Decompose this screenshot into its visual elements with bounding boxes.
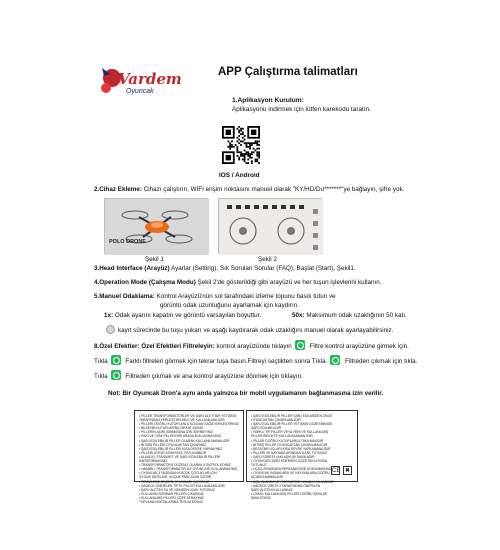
tap2-prefix: Tıkla [94,373,108,380]
warning-line: • OYUNCAĞI ŞARJ EDERKEN GÖZETİM ALTINDA [251,459,328,464]
step4-paragraph [94,279,381,287]
figure-2-caption: Şekil 2 [258,256,277,263]
warning-line: KARIŞTIRMAYINIZ [139,459,168,464]
filter-switch-icon[interactable] [111,355,121,365]
recycle-bin-icon: ✖ [344,468,351,474]
step8-text-after: Filtre kontrol arayüzüne girmek için. [307,343,409,350]
step3-label: 3.Head Interface (Arayüz) [94,265,170,272]
warning-line: ŞARJ ALETİNİ KULLANINIZ [251,487,293,492]
warning-line: • ŞARJ EDİLEBİLİR PİLLER OLARAK KULLANILMAMALIDIR [139,438,230,443]
zoom-50x-text: Maksimum odak uzaklığının 50 katı. [304,312,407,319]
warning-line: • ŞARJ EDİLEBİLİR PİLLER ŞARJ EDİLMEDEN ÖNCE [251,414,333,418]
warning-line: • PİLLERİN AŞIRI ISINMASINA İZİN VERMEYİNİZ [139,430,214,435]
step5-label: 5.Manuel Odaklama: [94,293,155,300]
warning-line: TUTUNUZ [251,463,267,468]
warning-line: UÇURULMAMALIDIR [251,475,284,480]
step8-label: 8.Özel Efektler: Özel Efektleri Filtreleyin: [94,343,215,350]
brand-logo [96,60,182,106]
warning-line: • ALKALİN, STANDART VE ŞARJ EDİLEBİLİR PİLLERİ [139,454,221,459]
warning-line: • ŞARJ EDİLEBİLİR PİLLER YETİŞKİN GÖZETİMİNDE [251,422,333,427]
figure-2-image [218,198,322,254]
step4-label: 4.Operation Mode (Çalışma Modu) [94,279,196,286]
zoom-1x-text: Odak ayarını kapatın ve görüntü varsayılan boyuttur. [113,312,262,319]
step1-text: Aplikasyonu indirmek için lütfen karekodu taratın. [232,106,371,113]
warning-line: • OYUNCAK İNSANLARA VE HAYVANLARA DOĞRU [251,471,330,476]
warning-line: • TRANSFORMATÖRÜ DÜZENLİ OLARAK KONTROL EDİNİZ [139,463,231,468]
warning-line: • UÇUŞ SIRASINDA PERVANELERE DOKUNMAYINIZ [251,467,332,472]
warning-line: • SADECE ÖNERİLEN TİPTE PİLLER KULLANILMALIDIR [139,483,225,488]
step8-paragraph [94,340,409,351]
warning-line: • PİLLERİ ISI KAYNAKLARINDAN UZAK TUTUNUZ [251,450,328,455]
step4-text: Şekil 2'de gösterildiği gibi arayüzü ve her tuşun işlevlerini kullanın. [195,279,382,286]
zoom-50x-paragraph [292,312,407,320]
tap1-middle: Farklı filtreleri görmek için tekrar tuşa basın.Filtreyi seçtikten sonra Tıkla. [123,358,328,365]
step3-text: Ayarlar (Setting), Sık Sorulan Sorular (FAQ), Başlat (Start), Şekil1. [169,265,356,272]
zoom-swipe-text: kayıt sürecinde bu tuşu yukarı ve aşağı kaydırarak odak uzaklığını manuel olarak ayarlayabilirsiniz. [118,327,394,334]
warning-line: • KULLANIM SONRASI PİLLERİ ÇIKARINIZ [139,491,204,496]
filter-close-icon[interactable] [111,370,121,380]
warning-line: • ŞARJ ALETİNİ SU VE NEMDEN UZAK TUTUNUZ [139,487,215,492]
warning-line: UYGUN DEĞİLDİR, KÜÇÜK PARÇALAR İÇERİR [139,475,212,480]
zoom-swipe-paragraph [106,325,393,335]
warning-line: • AÇIK ALANDA VE RÜZGARSIZ HAVADA KULLANINIZ [251,479,334,484]
warning-line: İMHA EDİNİZ [251,495,271,500]
step5-line2: görüntü odak uzunluğunu ayarlamak için kaydırın. [160,302,299,309]
step2-paragraph [94,186,404,194]
zoom-1x-label: 1x: [104,312,114,319]
figure-1-caption: Şekil 1 [145,256,164,263]
warning-line: • TEMİZLEME ÖNCESİ OYUNCAĞI KAPATINIZ [139,479,210,484]
figure-1-image [104,198,208,254]
note-text: Not: Bir Oyuncak Dron'a aynı anda yalnızca bir mobil uygulamanın bağlanmasına izin verilir. [108,390,384,397]
warning-label-left [134,410,244,504]
filter-icon[interactable] [295,340,305,350]
step8-text: kontrol arayüzünde tıklayın [214,343,292,350]
ce-mark-icon: CE [332,468,341,474]
warning-line: • HASARLI TRANSFORMATÖR İLE OYUNCAĞI KULLANMAYINIZ [139,467,238,472]
warning-line: • BİTMİŞ PİLLER OYUNCAKTAN ÇIKARILMALIDIR [251,442,328,447]
warning-line: TOPLAMA NOKTALARINA TESLİM EDİNİZ [139,499,203,504]
tap1-paragraph [94,355,417,366]
tap1-suffix: Filtreden çıkmak için tıkla. [343,358,418,365]
warning-line: • BİLDİRİM KUTUPLARINA DİKKAT EDİNİZ [139,426,204,431]
tap2-text: Filtreden çıkmak ve ana kontrol arayüzüne dönmek için tıklayın. [123,373,303,380]
warning-line: ŞARJ EDİLMELİDİR [251,426,282,431]
step2-text: Cihazı çalıştırın, WIFI erişim noktasını manuel olarak "KY/HD/Du*******"ye bağlayın, şifre yok. [141,186,405,193]
step3-paragraph [94,265,356,273]
warning-line: • PİLLERİ DOĞRU KUTUPLARLA SOLDAN SAĞA YERLEŞTİRİNİZ [139,422,239,427]
zoom-50x-label: 50x: [292,312,305,319]
step1-heading: 1.Aplikasyon Kurulum: [232,97,304,104]
logo-text: Vardem [118,70,182,88]
warning-line: • ESKİ VE YENİ PİLLERİ BİR ARADA KULLANMAYINIZ [139,434,221,439]
qr-code[interactable] [222,126,260,164]
warning-line: • ŞARJ SÜRESİ YAKLAŞIK 60 DAKİKADIR [251,454,315,459]
warning-line: OYUNCAKTAN ÇIKARILMALIDIR [251,418,301,423]
warning-line: • PİLLERİ ATEŞE ATMAYINIZ, PATLAYABİLİR [139,450,207,455]
logo-subtext: Oyuncak [126,88,154,95]
page-title: APP Çalıştırma talimatları [218,66,358,78]
warning-line: • PİLLER TRANSFORMATÖRLER VE ŞARJ ALETİ BİR YETİŞKİN [139,414,237,418]
step5-line1: Kontrol Arayüzü'nün sol tarafındaki izleme topunu basılı tutun ve [154,293,336,300]
figure-1-label: POLO DRONE [109,239,146,245]
warning-line: • PİLLER DOĞRU KUTUPLARLA TAKILMALIDIR [251,438,324,443]
zoom-1x-paragraph [104,312,261,320]
filter-exit-icon[interactable] [330,355,340,365]
step5-paragraph [94,293,336,301]
trackball-icon[interactable] [106,325,115,334]
tap1-prefix: Tıkla [94,358,108,365]
warning-line: • BİTMİŞ PİLLERİ OYUNCAKTAN ÇIKARINIZ [139,442,207,447]
certification-icons [331,466,352,475]
warning-line: • UYARI: KULLANILMIŞ PİLLERİ DOĞRU ŞEKİLDE [251,491,328,496]
warning-line: • KULLANILMIŞ PİLLERİ ÇÖPE ATMAYINIZ [139,495,204,500]
warning-line: • ŞARJ EDİLEBİLİR PİLLERİ KISA DEVRE YAPMAYINIZ [139,446,223,451]
qr-caption: IOS / Android [219,172,260,179]
warning-line: PİLLER BİRLİKTE KULLANILMAMALIDIR [251,434,313,439]
step2-label: 2.Cihaz Ekleme: [94,186,142,193]
warning-label-right [246,410,358,500]
warning-line: TARAFINDAN YERLEŞTİRİLMELİ VE KULLANILMALIDIR [139,418,225,423]
tap2-paragraph [94,370,303,381]
warning-line: • OYUNCAK 3 YAŞINDAN KÜÇÜK ÇOCUKLAR İÇİN [139,471,217,476]
warning-line: • FARKLI TİP PİLLER VEYA YENİ VE KULLANILMIŞ [251,430,329,435]
warning-line: • SADECE ÜRETİCİ TARAFINDAN ÖNERİLEN [251,483,321,488]
warning-line: • BESLEME UÇLARI KISA DEVRE YAPILMAMALIDIR [251,446,331,451]
